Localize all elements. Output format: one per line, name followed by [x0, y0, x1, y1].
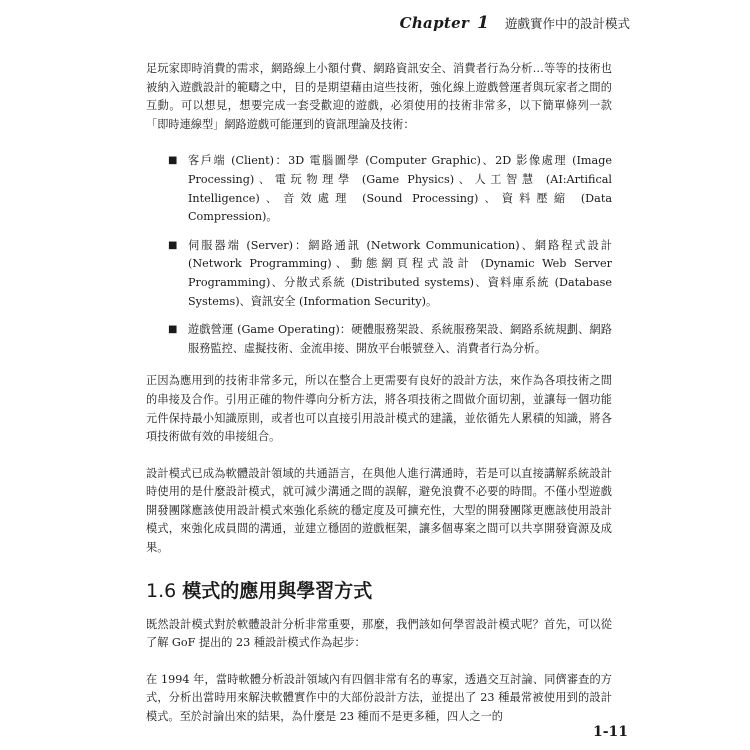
page-number: 1-11 [592, 724, 628, 740]
section-number: 1.6 [146, 579, 177, 602]
paragraph-common-language: 設計模式已成為軟體設計領域的共通語言，在與他人進行溝通時，若是可以直接講解系統設計時使用的是什麼設計模式，就可減少溝通之間的誤解，避免浪費不必要的時間。不僅小型遊戲開發團隊應該使用設計模式來強化系統的穩定度及可擴充性，大型的開發團隊更應該使用設計模式，來強化成員間的溝通，並建立穩固的遊戲框架，讓多個專案之間可以共享開發資源及成果。 [146, 466, 612, 555]
list-item-operating [146, 321, 612, 358]
paragraph-how-to-learn: 既然設計模式對於軟體設計分析非常重要，那麼，我們該如何學習設計模式呢？首先，可以從了解 GoF 提出的 23 種設計模式作為起步： [146, 617, 612, 650]
list-item-client [146, 152, 612, 226]
square-bullet-icon: ■ [168, 324, 178, 336]
section-heading [146, 576, 612, 606]
list-item-server [146, 237, 612, 311]
paragraph-gof-history: 在 1994 年，當時軟體分析設計領域內有四個非常有名的專家，透過交互討論、同儕審查的方式，分析出當時用來解決軟體實作中的大部份設計方法，並提出了 23 種最常被使用到的設計模式。至於討論出來的結果，為什麼是 23 種而不是更多種，四人之一的 [146, 672, 612, 724]
square-bullet-icon: ■ [168, 239, 178, 251]
chapter-title: 遊戲實作中的設計模式 [504, 16, 630, 31]
square-bullet-icon: ■ [168, 155, 178, 167]
section-title: 模式的應用與學習方式 [182, 579, 373, 602]
chapter-number: 1 [477, 13, 489, 33]
paragraph-intro: 足玩家即時消費的需求，網路線上小額付費、網路資訊安全、消費者行為分析…等等的技術也被納入遊戲設計的範疇之中，目的是期望藉由這些技術，強化線上遊戲營運者與玩家者之間的互動。可以想見，想要完成一套受歡迎的遊戲，必須使用的技術非常多，以下簡單條列一款「即時連線型」網路遊戲可能運到的資訊理論及技術： [146, 62, 612, 131]
running-header [400, 6, 630, 40]
list-item-text: 伺服器端 (Server)：網路通訊 (Network Communication)、網路程式設計 (Network Programming)、動態網頁程式設計 (Dynamic Web Server Programming)、分散式系統 (Distributed systems)、資料庫系統 (Database Systems)、資訊安全 (Information Security)。 [188, 238, 612, 308]
list-item-text: 客戶端 (Client)：3D 電腦圖學 (Computer Graphic)、2D 影像處理 (Image Processing)、電玩物理學 (Game Physics)、人工智慧 (AI:Artifical Intelligence)、音效處理 (Sound Processing)、資料壓縮 (Data Compression)。 [188, 154, 612, 224]
page-body [146, 60, 612, 745]
list-item-text: 遊戲營運 (Game Operating)：硬體服務架設、系統服務架設、網路系統規劃、網路服務監控、虛擬技術、金流串接、開放平台帳號登入、消費者行為分析。 [188, 323, 612, 355]
chapter-label: Chapter [399, 14, 470, 32]
paragraph-integration: 正因為應用到的技術非常多元，所以在整合上更需要有良好的設計方法，來作為各項技術之間的串接及合作。引用正確的物件導向分析方法，將各項技術之間做介面切割，並讓每一個功能元件保持最小知識原則，或者也可以直接引用設計模式的建議，並依循先人累積的知識，將各項技術做有效的串接組合。 [146, 374, 612, 444]
technology-list [146, 152, 612, 358]
